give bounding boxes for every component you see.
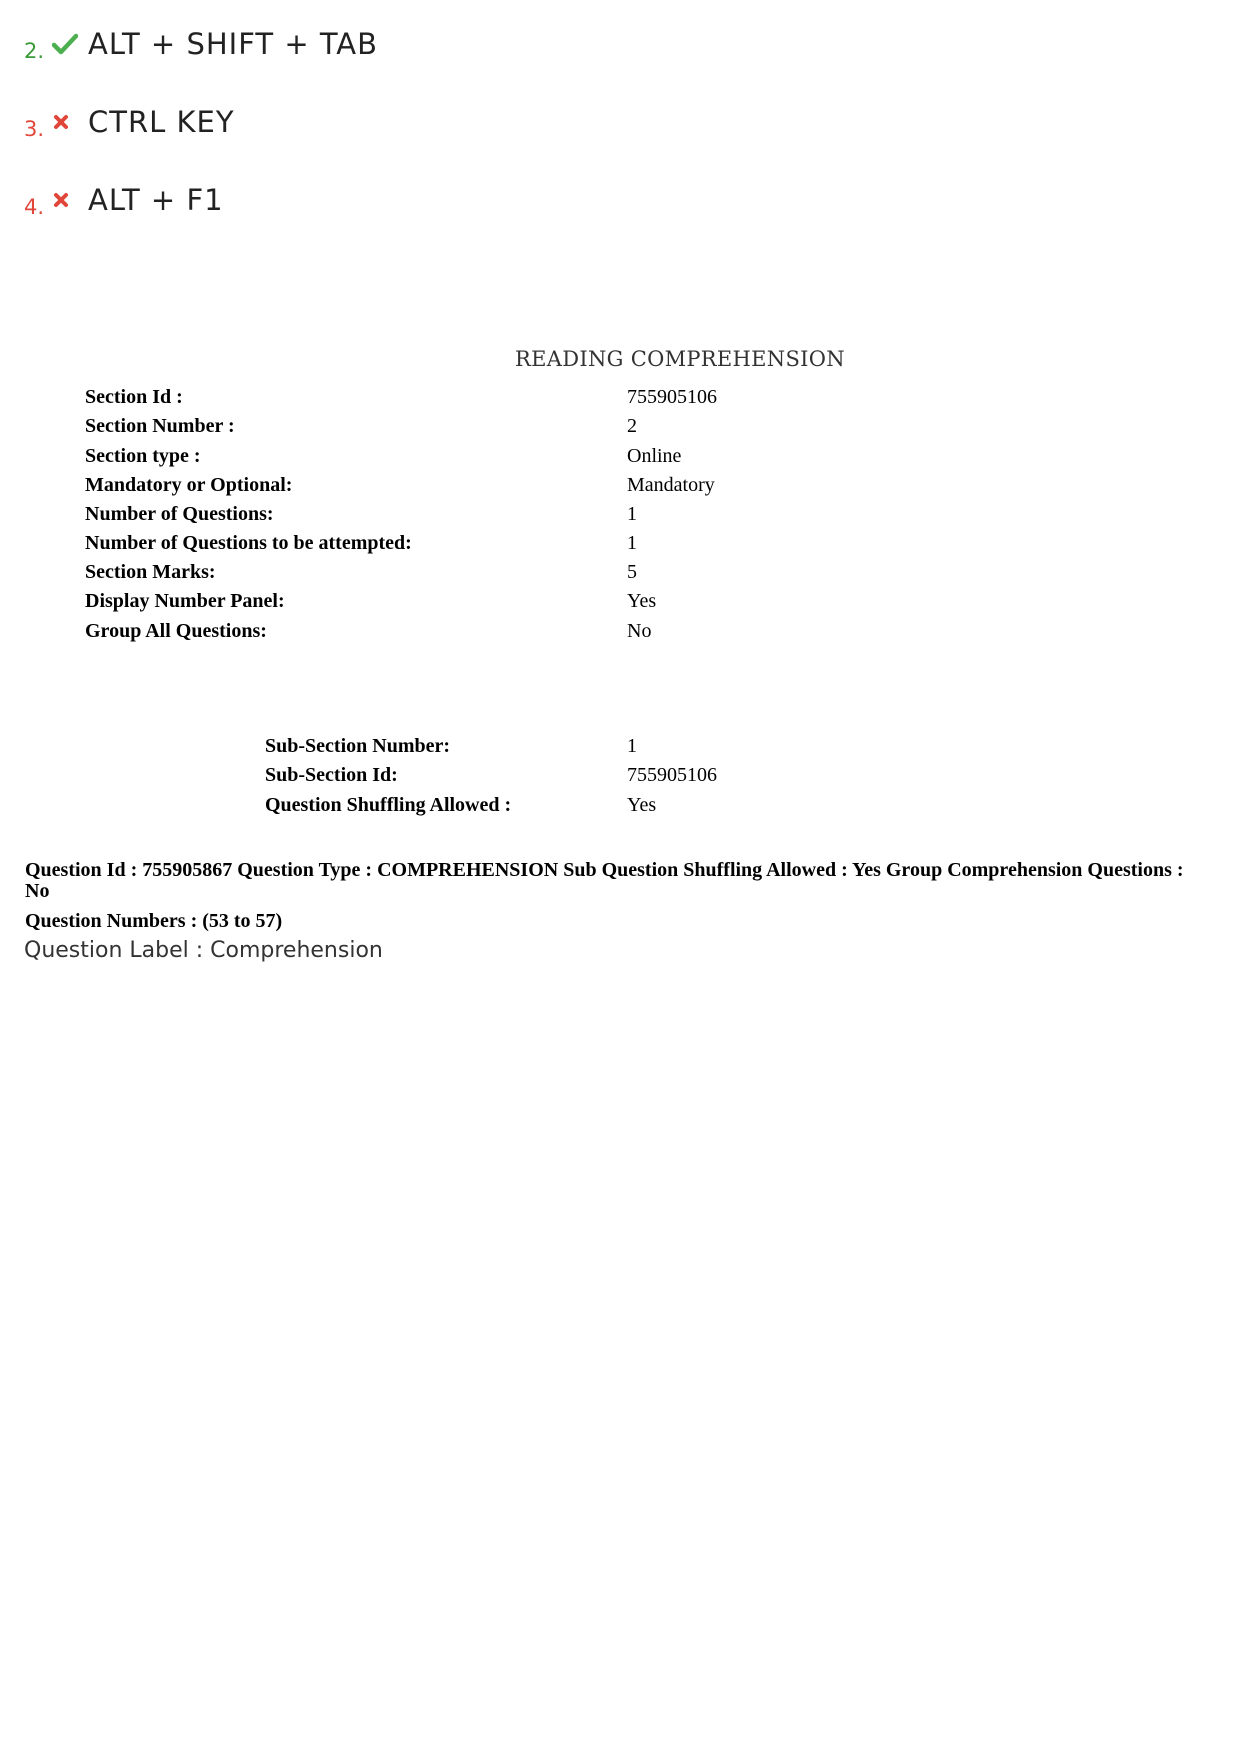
question-numbers: Question Numbers : (53 to 57) [25, 910, 283, 932]
section-marks-label: Section Marks: [85, 561, 216, 583]
option-number: 2. [24, 39, 45, 63]
subsection-id-value: 755905106 [627, 764, 717, 786]
mandatory-value: Mandatory [627, 474, 715, 496]
subsection-number-label: Sub-Section Number: [265, 735, 451, 757]
subsection-id-label: Sub-Section Id: [265, 764, 398, 786]
section-id-value: 755905106 [627, 386, 717, 408]
question-header: Question Id : 755905867 Question Type : COMPREHENSION Sub Question Shuffling Allowed : Yes Group Comprehension Questions : No [25, 859, 1184, 902]
num-attempt-value: 1 [627, 532, 637, 554]
check-icon [52, 33, 82, 55]
display-panel-label: Display Number Panel: [85, 590, 285, 612]
option-4 [24, 180, 224, 220]
num-questions-value: 1 [627, 503, 637, 525]
num-questions-label: Number of Questions: [85, 503, 274, 525]
question-label: Question Label : Comprehension [24, 938, 383, 963]
option-3 [24, 102, 235, 142]
option-number: 3. [24, 117, 45, 141]
cross-icon [52, 191, 82, 209]
section-number-label: Section Number : [85, 415, 235, 437]
option-text: ALT + SHIFT + TAB [88, 27, 379, 61]
option-text: CTRL KEY [88, 105, 235, 139]
group-all-label: Group All Questions: [85, 620, 267, 642]
mandatory-label: Mandatory or Optional: [85, 474, 293, 496]
option-text: ALT + F1 [88, 183, 224, 217]
group-all-value: No [627, 620, 652, 642]
shuffling-label: Question Shuffling Allowed : [265, 794, 512, 816]
num-attempt-label: Number of Questions to be attempted: [85, 532, 412, 554]
section-id-label: Section Id : [85, 386, 183, 408]
shuffling-value: Yes [627, 794, 657, 816]
section-type-label: Section type : [85, 445, 201, 467]
subsection-number-value: 1 [627, 735, 637, 757]
display-panel-value: Yes [627, 590, 657, 612]
option-number: 4. [24, 195, 45, 219]
section-marks-value: 5 [627, 561, 637, 583]
section-type-value: Online [627, 445, 682, 467]
option-2 [24, 24, 378, 64]
cross-icon [52, 113, 82, 131]
section-title: READING COMPREHENSION [515, 347, 845, 371]
section-number-value: 2 [627, 415, 637, 437]
